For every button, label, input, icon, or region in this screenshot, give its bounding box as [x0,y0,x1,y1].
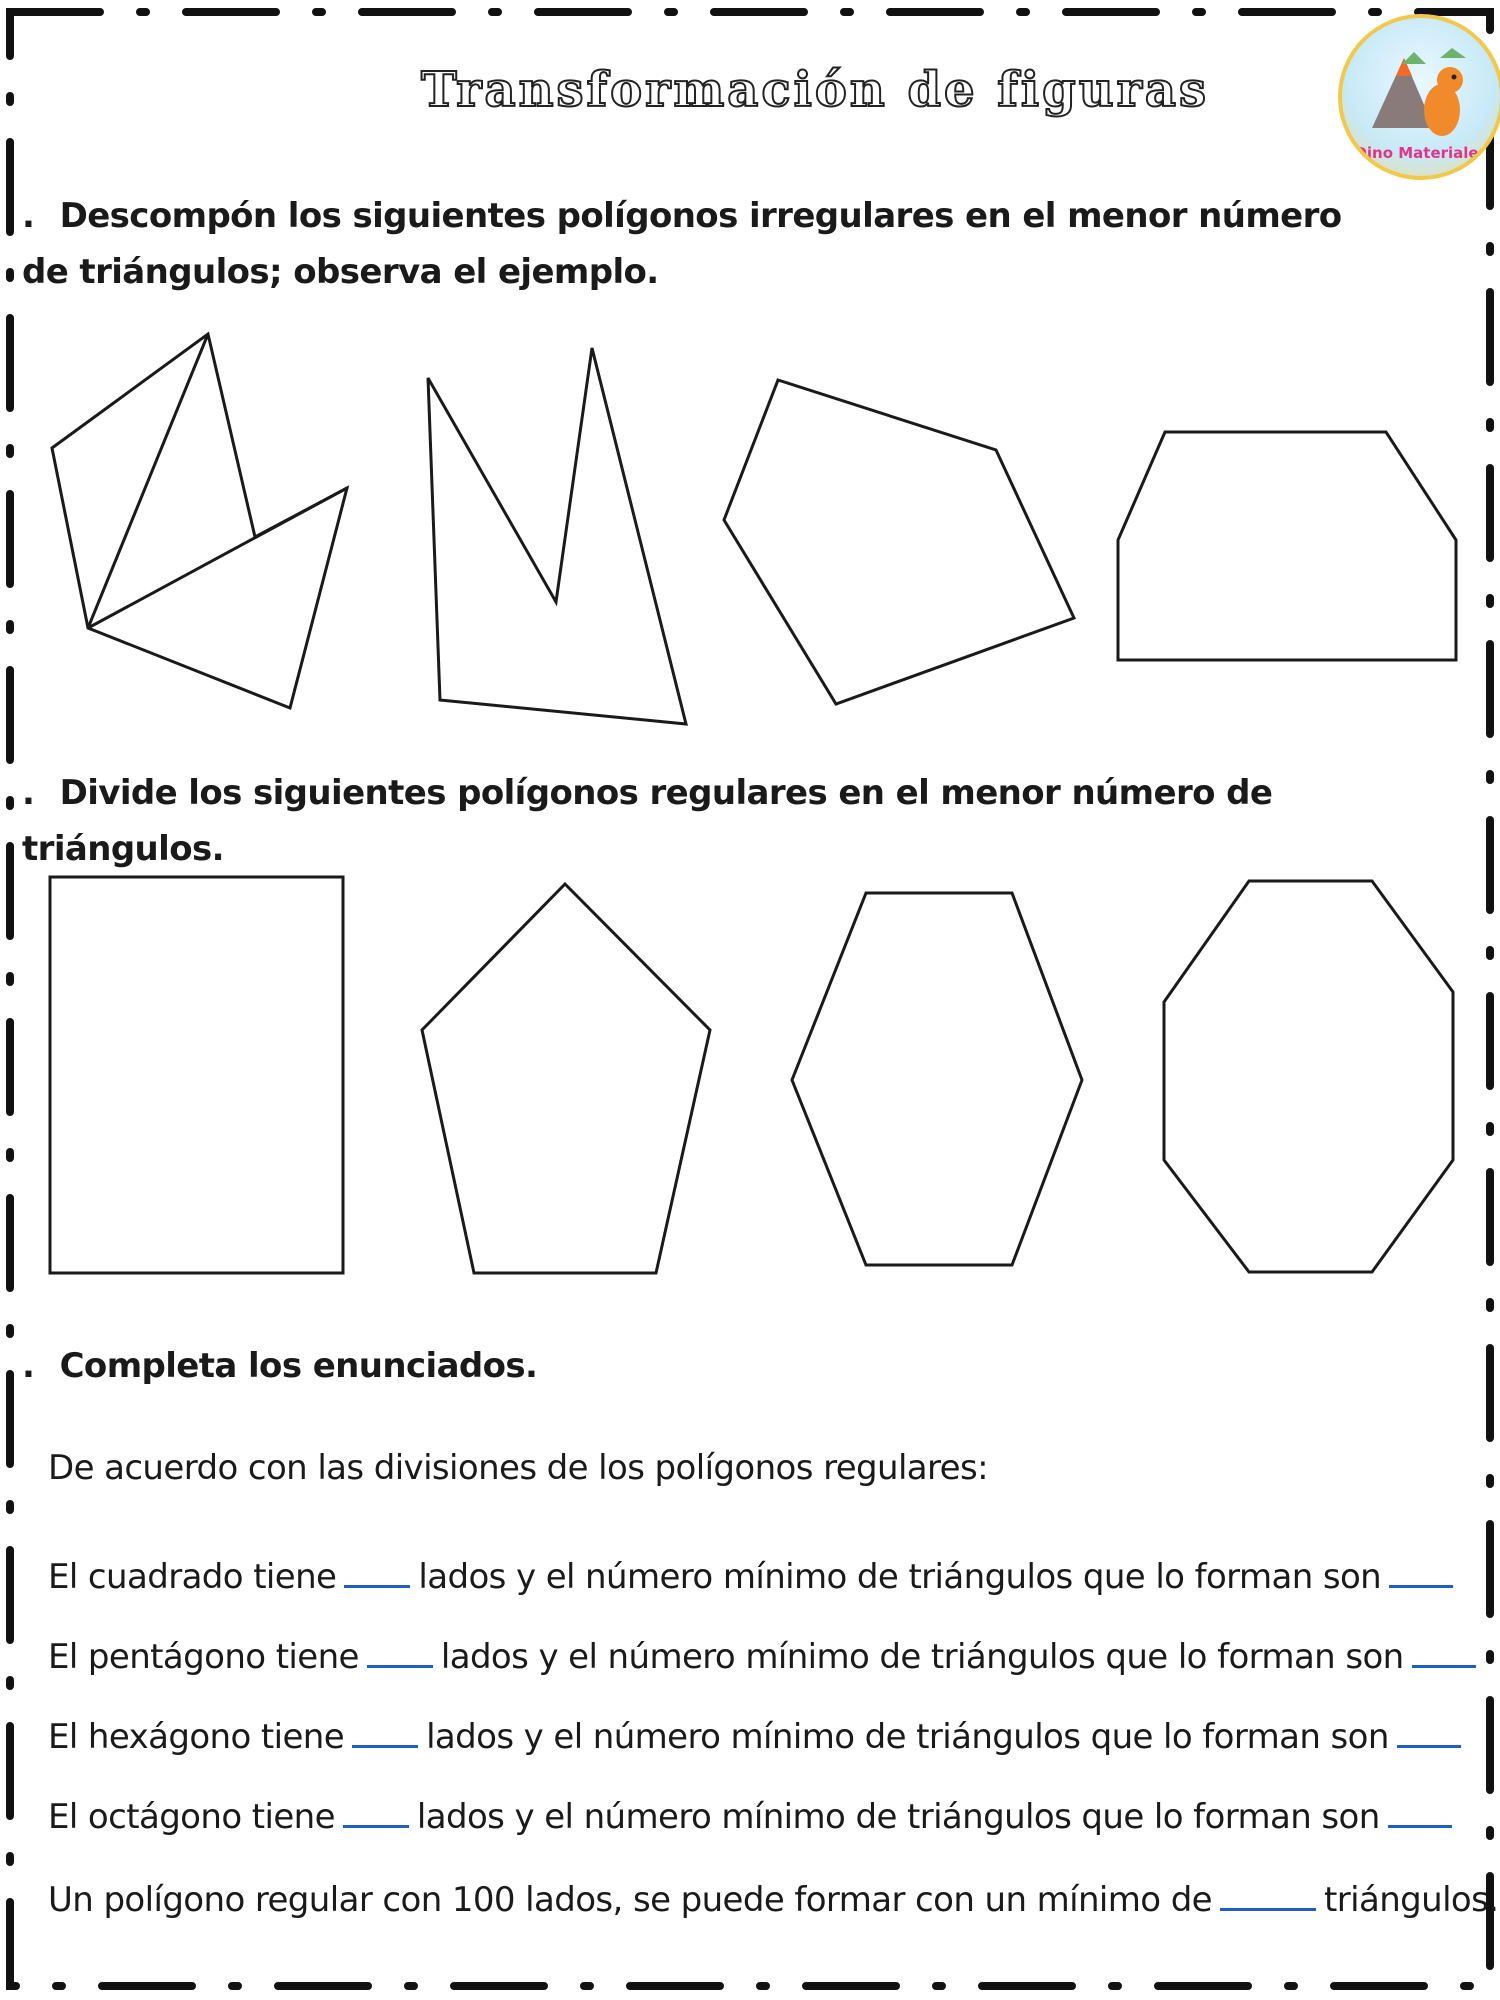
pentagon-triangles-blank[interactable] [1412,1635,1476,1668]
statement-hexagon-middle: lados y el número mínimo de triángulos que lo forman son [426,1717,1389,1757]
octagon-triangles-blank[interactable] [1388,1795,1452,1828]
section-3-marker: . [22,1346,35,1386]
statement-hexagon-start: El hexágono tiene [48,1717,345,1757]
section-2-text: Divide los siguientes polígonos regulares en el menor número de triángulos. [22,773,1273,869]
pentagon-shape [422,884,710,1273]
section-3-text: Completa los enunciados. [59,1346,538,1386]
section-3-instruction [22,1338,1342,1394]
square-sides-blank[interactable] [344,1555,410,1588]
section-2-marker: . [22,773,35,813]
octagon-sides-blank[interactable] [343,1795,409,1828]
section-3-intro: De acuerdo con las divisiones de los polígonos regulares: [48,1448,988,1488]
statement-pentagon-middle: lados y el número mínimo de triángulos que lo forman son [440,1637,1404,1677]
logo-text: Dino Materiales [1354,144,1488,162]
statement-square-middle: lados y el número mínimo de triángulos que lo forman son [418,1557,1382,1597]
statement-octagon-start: El octágono tiene [48,1797,335,1837]
hexagon-triangles-blank[interactable] [1397,1715,1461,1748]
page-title: Transformación de figuras [420,62,1210,118]
statement-final [48,1878,1498,1920]
square-triangles-blank[interactable] [1389,1555,1453,1588]
square-shape [50,877,343,1273]
statement-final-end: triángulos. [1324,1880,1499,1920]
final-triangles-blank[interactable] [1220,1878,1316,1911]
hexagon-sides-blank[interactable] [352,1715,418,1748]
statement-final-start: Un polígono regular con 100 lados, se puede formar con un mínimo de [48,1880,1212,1920]
hexagon-shape [792,893,1082,1265]
statement-hexagon [48,1715,1469,1757]
statement-square [48,1555,1461,1597]
octagon-shape [1164,881,1453,1272]
statement-octagon [48,1795,1460,1837]
pentagon-sides-blank[interactable] [367,1635,433,1668]
statement-pentagon [48,1635,1484,1677]
statement-octagon-middle: lados y el número mínimo de triángulos que lo forman son [416,1797,1380,1837]
section-1-text: Descompón los siguientes polígonos irregulares en el menor número de triángulos; observa el ejemplo. [22,196,1342,292]
statement-square-start: El cuadrado tiene [48,1557,337,1597]
section-1-marker: . [22,196,35,236]
statement-pentagon-start: El pentágono tiene [48,1637,359,1677]
